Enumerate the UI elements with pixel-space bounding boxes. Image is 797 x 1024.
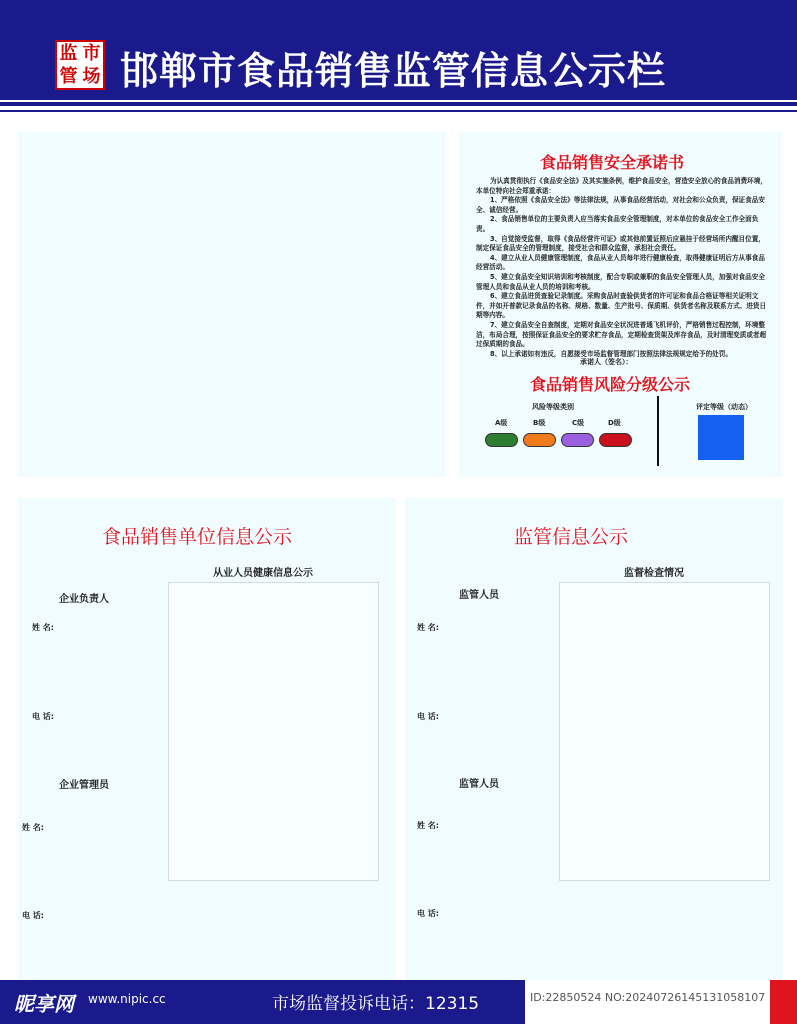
pledge-paragraph: 7、建立食品安全自查制度，定期对食品安全状况进普通飞机评价，严格销售过程控制，环境整洁，布局合理，按照保证食品安全的要求贮存食品，定期检查货架及库存食品，及时清理变质或者超过保质期的食品。 [476,320,767,349]
risk-level-a-indicator [485,433,518,447]
header-divider [0,102,797,106]
risk-category-label: 风险等级类别 [532,403,574,411]
risk-divider [657,396,659,466]
risk-level-d-label: D级 [608,419,621,427]
header-divider-thin [0,110,797,112]
supervision-title: 监管信息公示 [514,526,629,548]
pledge-paragraph: 6、建立食品进货查验记录制度。采购食品时查验供货者的许可证和食品合格证等相关证明文件，并如开普款记录食品的名称、规格、数量、生产批号、保质期、供货者名称及联系方式、进货日期等内容。 [476,292,767,320]
watermark-url: www.nipic.cc [88,992,166,1006]
pledge-title: 食品销售安全承诺书 [540,153,685,172]
complaint-hotline: 市场监督投诉电话：12315 [272,994,480,1014]
license-display-panel [18,132,446,477]
risk-level-b-label: B级 [533,419,546,427]
page-title: 邯郸市食品销售监管信息公示栏 [120,49,667,93]
health-info-box [168,582,379,881]
manager-name-label: 姓 名: [22,823,44,832]
owner-name-label: 姓 名: [32,623,54,632]
owner-title: 企业负责人 [59,594,109,605]
unit-info-title: 食品销售单位信息公示 [102,526,293,548]
risk-level-c-indicator [561,433,594,447]
seal-char: 市 [82,43,101,64]
supervisor-2-name-label: 姓 名: [417,821,439,830]
risk-level-a-label: A级 [495,419,508,427]
pledge-paragraph: 1、严格依照《食品安全法》等法律法规，从事食品经营活动，对社会和公众负责，保证食品安全、诚信经营。 [476,196,765,214]
pledge-signer: 承诺人（签名）： [580,358,633,366]
pledge-paragraph: 2、食品销售单位的主要负责人应当落实食品安全管理制度，对本单位的食品安全工作全面负责。 [476,215,759,233]
risk-level-d-indicator [599,433,632,447]
image-id-text: ID:22850524 NO:20240726145131058107 [530,991,766,1004]
inspection-title: 监督检查情况 [624,568,684,579]
pledge-paragraph: 8、以上承诺如有违反，自愿接受市场监督管理部门按照法律法规规定给予的处罚。 [490,349,732,358]
seal-char: 监 [59,43,78,64]
inspection-box [559,582,770,881]
market-supervision-seal-logo [55,40,105,90]
risk-title: 食品销售风险分级公示 [530,375,691,394]
id-bar-accent [770,980,797,1024]
supervisor-2-phone-label: 电 话: [417,909,439,918]
supervisor-1-phone-label: 电 话: [417,712,439,721]
pledge-paragraph: 为认真贯彻执行《食品安全法》及其实施条例，维护食品安全，营造安全放心的食品消费环境，本单位特向社会郑重承诺： [476,177,767,195]
supervisor-2-title: 监管人员 [459,779,499,790]
risk-current-rating-swatch [698,415,744,460]
seal-char: 场 [82,66,101,87]
manager-phone-label: 电 话: [22,911,44,920]
seal-char: 管 [59,66,78,87]
pledge-paragraph: 5、建立食品安全知识培训和考核制度，配合专职或兼职的食品安全管理人员，加强对食品安全管理人员和食品从业人员的培训和考核。 [476,272,765,291]
supervisor-1-name-label: 姓 名: [417,623,439,632]
supervisor-1-title: 监管人员 [459,590,499,601]
risk-rating-label: 评定等级（动态） [696,403,752,411]
owner-phone-label: 电 话: [32,712,54,721]
risk-level-b-indicator [523,433,556,447]
manager-title: 企业管理员 [59,780,109,791]
pledge-body [476,177,771,359]
pledge-paragraph: 4、建立从业人员健康管理制度，食品从业人员每年进行健康检查，取得健康证明后方从事食品经营活动。 [476,253,765,272]
pledge-paragraph: 3、自觉接受监督，取得《食品经营许可证》或其他前置证照后应悬挂于经营场所内醒目位置，制定保证食品安全的管理制度，接受社会和群众监督，承担社会责任。 [476,234,765,253]
health-info-title: 从业人员健康信息公示 [213,568,313,579]
watermark-logo: 昵享网 [14,992,74,1016]
risk-level-c-label: C级 [572,419,585,427]
